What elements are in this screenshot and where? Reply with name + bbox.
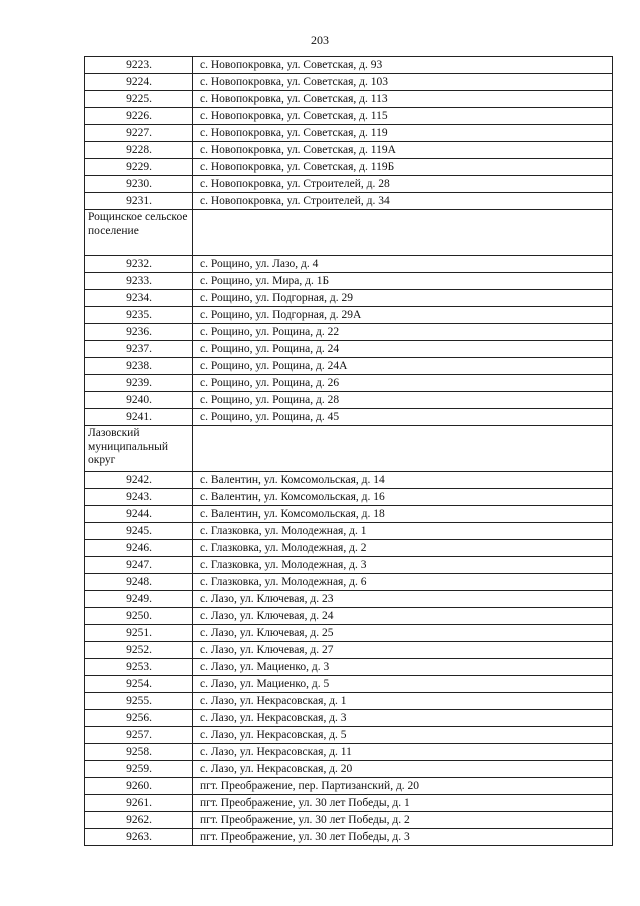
table-row: [85, 256, 613, 273]
row-number: 9245.: [85, 523, 193, 540]
row-address: с. Глазковка, ул. Молодежная, д. 1: [193, 523, 613, 540]
table-row: [85, 74, 613, 91]
address-registry-table: [84, 56, 613, 846]
row-address: с. Лазо, ул. Некрасовская, д. 20: [193, 761, 613, 778]
row-address: с. Лазо, ул. Некрасовская, д. 1: [193, 693, 613, 710]
row-number: 9246.: [85, 540, 193, 557]
table-row: [85, 540, 613, 557]
table-row: [85, 744, 613, 761]
row-address: с. Глазковка, ул. Молодежная, д. 6: [193, 574, 613, 591]
table-row: [85, 472, 613, 489]
row-number: 9236.: [85, 324, 193, 341]
table-row: [85, 506, 613, 523]
row-number: 9240.: [85, 392, 193, 409]
address-registry-body: [85, 57, 613, 846]
table-row: [85, 710, 613, 727]
row-number: 9247.: [85, 557, 193, 574]
row-number: 9244.: [85, 506, 193, 523]
row-number: 9239.: [85, 375, 193, 392]
table-row: [85, 409, 613, 426]
row-address: с. Лазо, ул. Мациенко, д. 5: [193, 676, 613, 693]
row-number: 9231.: [85, 193, 193, 210]
row-number: 9257.: [85, 727, 193, 744]
table-row: [85, 392, 613, 409]
row-address: с. Валентин, ул. Комсомольская, д. 18: [193, 506, 613, 523]
row-number: 9262.: [85, 812, 193, 829]
row-address: с. Лазо, ул. Ключевая, д. 24: [193, 608, 613, 625]
row-address: с. Новопокровка, ул. Советская, д. 119Б: [193, 159, 613, 176]
row-address: с. Новопокровка, ул. Строителей, д. 34: [193, 193, 613, 210]
row-number: 9232.: [85, 256, 193, 273]
page-number: 203: [311, 33, 329, 47]
section-empty-cell: [193, 426, 613, 472]
row-address: с. Рощино, ул. Подгорная, д. 29А: [193, 307, 613, 324]
row-address: пгт. Преображение, ул. 30 лет Победы, д. 2: [193, 812, 613, 829]
row-address: с. Новопокровка, ул. Советская, д. 115: [193, 108, 613, 125]
table-row: [85, 642, 613, 659]
row-number: 9249.: [85, 591, 193, 608]
table-row: [85, 693, 613, 710]
row-number: 9230.: [85, 176, 193, 193]
table-row: [85, 523, 613, 540]
row-number: 9223.: [85, 57, 193, 74]
row-address: пгт. Преображение, ул. 30 лет Победы, д. 3: [193, 829, 613, 846]
row-number: 9224.: [85, 74, 193, 91]
table-row: [85, 125, 613, 142]
table-row: [85, 341, 613, 358]
row-address: с. Новопокровка, ул. Советская, д. 93: [193, 57, 613, 74]
table-row: [85, 108, 613, 125]
row-number: 9254.: [85, 676, 193, 693]
table-row: [85, 324, 613, 341]
table-row: [85, 676, 613, 693]
row-number: 9251.: [85, 625, 193, 642]
row-number: 9229.: [85, 159, 193, 176]
table-row: [85, 91, 613, 108]
row-address: с. Рощино, ул. Рощина, д. 45: [193, 409, 613, 426]
row-address: с. Новопокровка, ул. Советская, д. 119А: [193, 142, 613, 159]
row-address: с. Рощино, ул. Рощина, д. 28: [193, 392, 613, 409]
table-row: [85, 358, 613, 375]
row-number: 9237.: [85, 341, 193, 358]
row-address: с. Рощино, ул. Рощина, д. 22: [193, 324, 613, 341]
table-row: [85, 812, 613, 829]
row-number: 9252.: [85, 642, 193, 659]
row-address: с. Валентин, ул. Комсомольская, д. 14: [193, 472, 613, 489]
row-address: пгт. Преображение, пер. Партизанский, д. 20: [193, 778, 613, 795]
row-number: 9226.: [85, 108, 193, 125]
section-label: Рощинское сельское поселение: [85, 210, 193, 256]
row-number: 9263.: [85, 829, 193, 846]
table-row: [85, 193, 613, 210]
table-row: [85, 795, 613, 812]
table-row: [85, 57, 613, 74]
row-address: с. Лазо, ул. Мациенко, д. 3: [193, 659, 613, 676]
table-row: [85, 489, 613, 506]
row-number: 9253.: [85, 659, 193, 676]
section-empty-cell: [193, 210, 613, 256]
table-row: [85, 557, 613, 574]
row-number: 9234.: [85, 290, 193, 307]
table-row: [85, 142, 613, 159]
row-address: с. Новопокровка, ул. Советская, д. 119: [193, 125, 613, 142]
row-number: 9258.: [85, 744, 193, 761]
row-number: 9241.: [85, 409, 193, 426]
row-number: 9256.: [85, 710, 193, 727]
row-number: 9228.: [85, 142, 193, 159]
row-number: 9235.: [85, 307, 193, 324]
row-number: 9260.: [85, 778, 193, 795]
row-address: с. Рощино, ул. Лазо, д. 4: [193, 256, 613, 273]
table-row: [85, 727, 613, 744]
row-number: 9259.: [85, 761, 193, 778]
row-address: с. Новопокровка, ул. Строителей, д. 28: [193, 176, 613, 193]
row-number: 9227.: [85, 125, 193, 142]
row-number: 9238.: [85, 358, 193, 375]
row-number: 9243.: [85, 489, 193, 506]
row-number: 9250.: [85, 608, 193, 625]
section-header-row: [85, 210, 613, 256]
table-row: [85, 761, 613, 778]
table-row: [85, 273, 613, 290]
row-address: с. Лазо, ул. Ключевая, д. 23: [193, 591, 613, 608]
table-row: [85, 375, 613, 392]
row-address: с. Рощино, ул. Рощина, д. 26: [193, 375, 613, 392]
row-address: с. Рощино, ул. Рощина, д. 24: [193, 341, 613, 358]
table-row: [85, 591, 613, 608]
table-row: [85, 307, 613, 324]
row-number: 9261.: [85, 795, 193, 812]
row-number: 9233.: [85, 273, 193, 290]
row-address: с. Лазо, ул. Ключевая, д. 27: [193, 642, 613, 659]
table-row: [85, 829, 613, 846]
table-row: [85, 778, 613, 795]
row-address: с. Лазо, ул. Некрасовская, д. 3: [193, 710, 613, 727]
table-row: [85, 625, 613, 642]
row-number: 9248.: [85, 574, 193, 591]
table-row: [85, 176, 613, 193]
row-address: с. Новопокровка, ул. Советская, д. 103: [193, 74, 613, 91]
row-address: пгт. Преображение, ул. 30 лет Победы, д. 1: [193, 795, 613, 812]
section-header-row: [85, 426, 613, 472]
table-row: [85, 290, 613, 307]
row-address: с. Лазо, ул. Некрасовская, д. 5: [193, 727, 613, 744]
row-address: с. Рощино, ул. Рощина, д. 24А: [193, 358, 613, 375]
row-address: с. Валентин, ул. Комсомольская, д. 16: [193, 489, 613, 506]
table-row: [85, 659, 613, 676]
table-row: [85, 159, 613, 176]
row-address: с. Лазо, ул. Ключевая, д. 25: [193, 625, 613, 642]
table-row: [85, 608, 613, 625]
row-address: с. Новопокровка, ул. Советская, д. 113: [193, 91, 613, 108]
row-number: 9242.: [85, 472, 193, 489]
row-address: с. Глазковка, ул. Молодежная, д. 3: [193, 557, 613, 574]
section-label: Лазовский муниципальный округ: [85, 426, 193, 472]
row-number: 9255.: [85, 693, 193, 710]
row-number: 9225.: [85, 91, 193, 108]
table-row: [85, 574, 613, 591]
row-address: с. Рощино, ул. Мира, д. 1Б: [193, 273, 613, 290]
row-address: с. Рощино, ул. Подгорная, д. 29: [193, 290, 613, 307]
row-address: с. Глазковка, ул. Молодежная, д. 2: [193, 540, 613, 557]
row-address: с. Лазо, ул. Некрасовская, д. 11: [193, 744, 613, 761]
